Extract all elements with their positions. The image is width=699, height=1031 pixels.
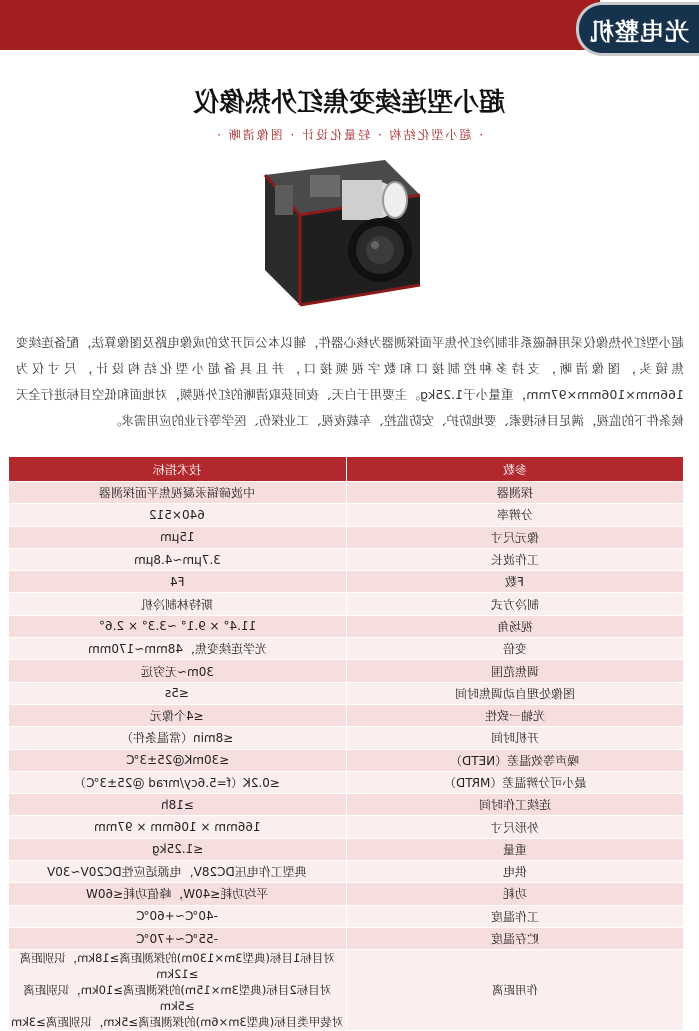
table-row: [9, 660, 684, 682]
spec-table: [8, 456, 684, 1031]
brand-badge: [576, 2, 699, 56]
spec-value: 11.4° × 9.1° ~3.3° × 2.6°: [9, 615, 347, 637]
spec-name: 工作温度: [346, 905, 684, 927]
table-row: [9, 571, 684, 593]
spec-value: 15μm: [9, 526, 347, 548]
range-line: 对目标1目标(典型3m×130m)的探测距离≥18km，识别距离≥12km: [19, 951, 335, 982]
spec-value: [9, 950, 347, 1031]
table-row: [9, 794, 684, 816]
spec-value: 平均功耗≤40W，峰值功耗≤60W: [9, 883, 347, 905]
spec-value: -55℃~+70℃: [9, 927, 347, 949]
table-row: [9, 816, 684, 838]
page-title-text: 超小型连续变焦红外热像仪: [193, 88, 506, 118]
spec-value: 3.7μm~4.8μm: [9, 548, 347, 570]
spec-name: 外形尺寸: [346, 816, 684, 838]
spec-value: -40℃~+60℃: [9, 905, 347, 927]
spec-value: 640×512: [9, 504, 347, 526]
page-subtitle: [0, 126, 699, 143]
page-subtitle-text: · 超小型化结构 · 轻量化设计 · 图像清晰 ·: [215, 128, 484, 142]
spec-name: 最小可分辨温差（MRTD）: [346, 771, 684, 793]
spec-value: 光学连续变焦，48mm~170mm: [9, 638, 347, 660]
spec-value: 中波碲镉汞凝视焦平面探测器: [9, 482, 347, 504]
spec-value: ≥18h: [9, 794, 347, 816]
spec-value: 30m~无穷远: [9, 660, 347, 682]
table-row: [9, 638, 684, 660]
spec-table-body: [9, 482, 684, 1031]
spec-name: 探测器: [346, 482, 684, 504]
spec-name: 像元尺寸: [346, 526, 684, 548]
header-bar: [0, 0, 600, 50]
spec-value: ≤0.2K（f=5.6cy/mrad @25±3℃）: [9, 771, 347, 793]
range-line: 对目标2目标(典型3m×15m)的探测距离≥10km，识别距离≥5km: [23, 983, 332, 1014]
header-value: 技术指标: [9, 457, 347, 482]
spec-name: 供电: [346, 861, 684, 883]
table-row: [9, 838, 684, 860]
table-row: [9, 548, 684, 570]
spec-name: 视场角: [346, 615, 684, 637]
table-row: [9, 927, 684, 949]
spec-value: 斯特林制冷机: [9, 593, 347, 615]
page-title: [0, 82, 699, 119]
spec-name: 作用距离: [346, 950, 684, 1031]
spec-value: ≤1.25kg: [9, 838, 347, 860]
spec-name: 调焦范围: [346, 660, 684, 682]
range-line: 对装甲类目标(典型3m×6m)的探测距离≥5km，识别距离≥3km: [11, 1015, 344, 1030]
spec-table-header: [9, 457, 684, 482]
table-row: [9, 861, 684, 883]
spec-name: 重量: [346, 838, 684, 860]
table-row: [9, 526, 684, 548]
table-row: [9, 749, 684, 771]
spec-value: 166mm × 106mm × 97mm: [9, 816, 347, 838]
brand-text: 光电整机: [589, 17, 689, 46]
table-row: [9, 704, 684, 726]
thermal-camera-icon: [245, 155, 430, 315]
spec-value: ≤5s: [9, 682, 347, 704]
header-name: 参数: [346, 457, 684, 482]
spec-name: 贮存温度: [346, 927, 684, 949]
spec-name: 图像处理自动调焦时间: [346, 682, 684, 704]
spec-name: 工作波长: [346, 548, 684, 570]
spec-value: 典型工作电压DC28V，电源适应性DC20V~30V: [9, 861, 347, 883]
table-row: [9, 727, 684, 749]
spec-value: F4: [9, 571, 347, 593]
spec-value: ≤4个像元: [9, 704, 347, 726]
description-text: 超小型红外热像仪采用稀磁系非制冷红外焦平面探测器为核心器件，辅以本公司开发的成像电路及图像算法，配备连续变焦镜头，图像清晰，支持多种控制接口和数字视频接口，并且具备超小型化结构设计，尺寸仅为166mm×106mm×97mm，重量小于1.25kg。主要用于白天、夜间获取清晰的红外视频，对地面和低空目标进行全天候条件下的监视，满足目标搜索、要地防护、安防监控、车载夜视、工业探伤、医学等行业的应用需求。: [16, 335, 684, 428]
table-row: [9, 905, 684, 927]
spec-name: 开机时间: [346, 727, 684, 749]
spec-name: 光轴一致性: [346, 704, 684, 726]
table-row: [9, 883, 684, 905]
table-row: [9, 615, 684, 637]
spec-name: 制冷方式: [346, 593, 684, 615]
spec-name: 连续工作时间: [346, 794, 684, 816]
spec-name: 功耗: [346, 883, 684, 905]
spec-name: 噪声等效温差（NETD）: [346, 749, 684, 771]
table-row: [9, 504, 684, 526]
table-row: [9, 593, 684, 615]
spec-value: ≤8min（常温条件）: [9, 727, 347, 749]
spec-name: 变倍: [346, 638, 684, 660]
spec-value: ≤30mK@25±3℃: [9, 749, 347, 771]
table-row: [9, 950, 684, 1031]
table-row: [9, 682, 684, 704]
table-row: [9, 482, 684, 504]
table-row: [9, 771, 684, 793]
spec-name: F数: [346, 571, 684, 593]
spec-name: 分辨率: [346, 504, 684, 526]
product-description: [16, 330, 684, 434]
